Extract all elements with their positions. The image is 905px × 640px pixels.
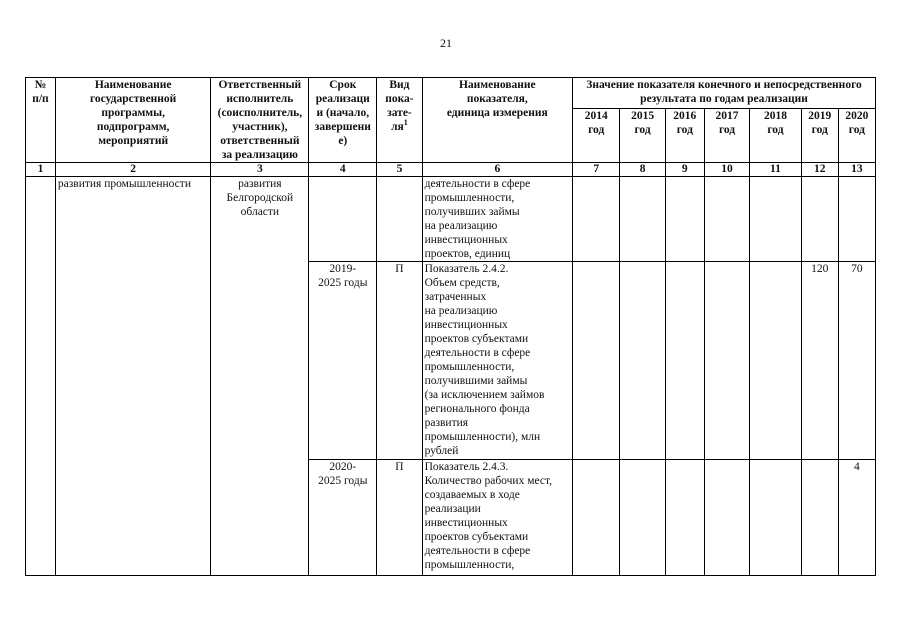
value-cell [704,262,749,460]
header-indicator-type: Вид пока- зате- $ля^1$ [377,78,422,163]
header-year-2015: 2015 год [620,109,665,163]
header-indicator-name: Наименование показателя, единица измерения [422,78,572,163]
value-cell [665,177,704,262]
value-cell [704,460,749,576]
header-year-2020: 2020 год [838,109,875,163]
value-cell [750,262,802,460]
page-number: 21 [440,36,452,50]
column-number: 5 [377,163,422,177]
header-year-2019: 2019 год [801,109,838,163]
column-number: 1 [26,163,56,177]
type-cell: П [377,460,422,576]
indicator-cell: Показатель 2.4.2. Объем средств, затраченных на реализацию инвестиционных проектов субъектами деятельности в сфере промышленности, получившими займы (за исключением займов регионального фонда развития промышленности), млн рублей [422,262,572,460]
header-number: № п/п [26,78,56,163]
program-name-cell: развития промышленности [55,177,211,576]
header-year-2017: 2017 год [704,109,749,163]
term-cell: 2020- 2025 годы [309,460,377,576]
value-cell [620,177,665,262]
indicator-table [25,77,876,576]
row-number-cell [26,177,56,576]
executor-cell: развития Белгородской области [211,177,309,576]
indicator-cell: деятельности в сфере промышленности, получивших займы на реализацию инвестиционных проектов, единиц [422,177,572,262]
column-number: 6 [422,163,572,177]
column-number: 4 [309,163,377,177]
value-cell [750,177,802,262]
value-cell [665,262,704,460]
type-cell: П [377,262,422,460]
term-cell: 2019- 2025 годы [309,262,377,460]
value-cell [704,177,749,262]
header-values-group: Значение показателя конечного и непосредственного результата по годам реализации [573,78,876,109]
indicator-cell: Показатель 2.4.3. Количество рабочих мест, создаваемых в ходе реализации инвестиционных проектов субъектами деятельности в сфере промышленности, [422,460,572,576]
value-cell [573,262,620,460]
value-cell [838,177,875,262]
value-cell: 70 [838,262,875,460]
value-cell [665,460,704,576]
column-number: 9 [665,163,704,177]
column-number: 11 [750,163,802,177]
column-number: 12 [801,163,838,177]
value-cell [573,460,620,576]
value-cell: 120 [801,262,838,460]
header-term: Срок реализаци и (начало, завершени е) [309,78,377,163]
column-numbers-row [26,163,876,177]
header-year-2018: 2018 год [750,109,802,163]
table-row [26,177,876,262]
value-cell [750,460,802,576]
value-cell [801,460,838,576]
column-number: 8 [620,163,665,177]
header-responsible: Ответственный исполнитель (соисполнитель, участник), ответственный за реализацию [211,78,309,163]
type-cell [377,177,422,262]
header-year-2014: 2014 год [573,109,620,163]
value-cell [620,262,665,460]
value-cell [573,177,620,262]
column-number: 7 [573,163,620,177]
column-number: 3 [211,163,309,177]
column-number: 13 [838,163,875,177]
value-cell [620,460,665,576]
value-cell [801,177,838,262]
header-year-2016: 2016 год [665,109,704,163]
column-number: 10 [704,163,749,177]
header-program-name: Наименование государственной программы, подпрограмм, мероприятий [55,78,211,163]
value-cell: 4 [838,460,875,576]
column-number: 2 [55,163,211,177]
term-cell [309,177,377,262]
